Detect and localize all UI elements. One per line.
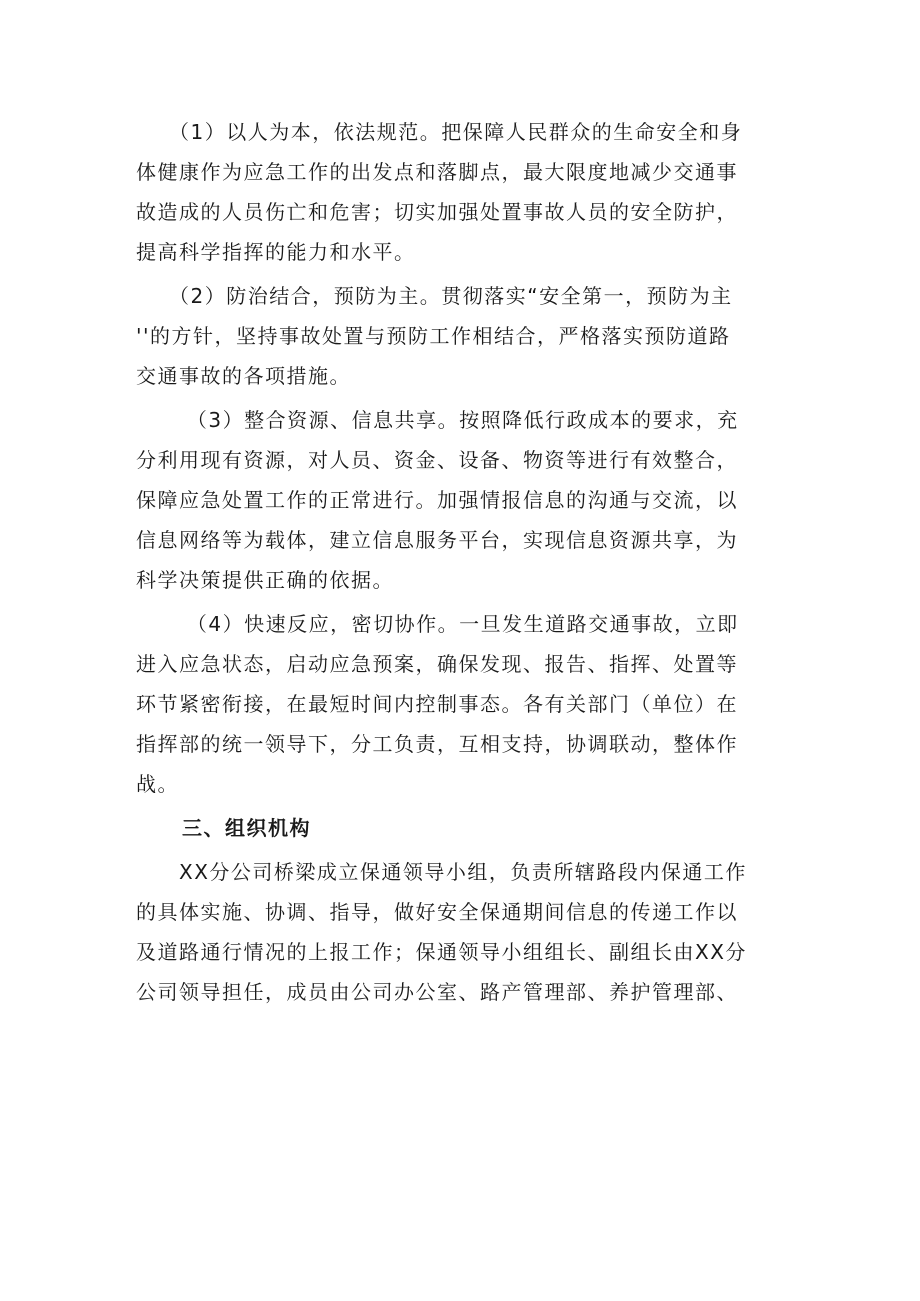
text-line: 公司领导担任，成员由公司办公室、路产管理部、养护管理部、 [136, 980, 738, 1004]
text-line: 环节紧密衔接，在最短时间内控制事态。各有关部门（单位）在 [136, 692, 738, 716]
paragraph-organization [136, 852, 788, 1012]
text-line: 科学决策提供正确的依据。 [136, 568, 394, 592]
text-line: （2）防治结合，预防为主。贯彻落实“安全第一，预防为主 [136, 284, 733, 308]
text-line: 分利用现有资源，对人员、资金、设备、物资等进行有效整合， [136, 448, 738, 472]
text-line: （4）快速反应，密切协作。一旦发生道路交通事故，立即 [136, 612, 739, 636]
text-line: 信息网络等为载体，建立信息服务平台，实现信息资源共享，为 [136, 528, 738, 552]
text-line: 及道路通行情况的上报工作；保通领导小组组长、副组长由XX分 [136, 940, 747, 964]
text-line: 故造成的人员伤亡和危害；切实加强处置事故人员的安全防护， [136, 200, 738, 224]
section-heading: 三、组织机构 [182, 816, 311, 840]
paragraph-principle-3 [136, 400, 788, 600]
text-line: 提高科学指挥的能力和水平。 [136, 240, 416, 264]
document-body [136, 112, 788, 1012]
text-line: 交通事故的各项措施。 [136, 364, 351, 388]
text-line: 体健康作为应急工作的出发点和落脚点，最大限度地减少交通事 [136, 160, 738, 184]
text-line: 保障应急处置工作的正常进行。加强情报信息的沟通与交流，以 [136, 488, 738, 512]
text-line: 进入应急状态，启动应急预案，确保发现、报告、指挥、处置等 [136, 652, 738, 676]
text-line: 指挥部的统一领导下，分工负责，互相支持，协调联动，整体作 [136, 732, 738, 756]
text-line: 战。 [136, 772, 179, 796]
text-line: ''的方针，坚持事故处置与预防工作相结合，严格落实预防道路 [136, 324, 731, 348]
paragraph-principle-1 [136, 112, 788, 272]
paragraph-principle-2 [136, 276, 788, 396]
text-line: XX分公司桥梁成立保通领导小组，负责所辖路段内保通工作 [136, 860, 747, 884]
text-line: （1）以人为本，依法规范。把保障人民群众的生命安全和身 [136, 120, 743, 144]
paragraph-principle-4 [136, 604, 788, 804]
text-line: （3）整合资源、信息共享。按照降低行政成本的要求，充 [136, 408, 739, 432]
text-line: 的具体实施、协调、指导，做好安全保通期间信息的传递工作以 [136, 900, 738, 924]
